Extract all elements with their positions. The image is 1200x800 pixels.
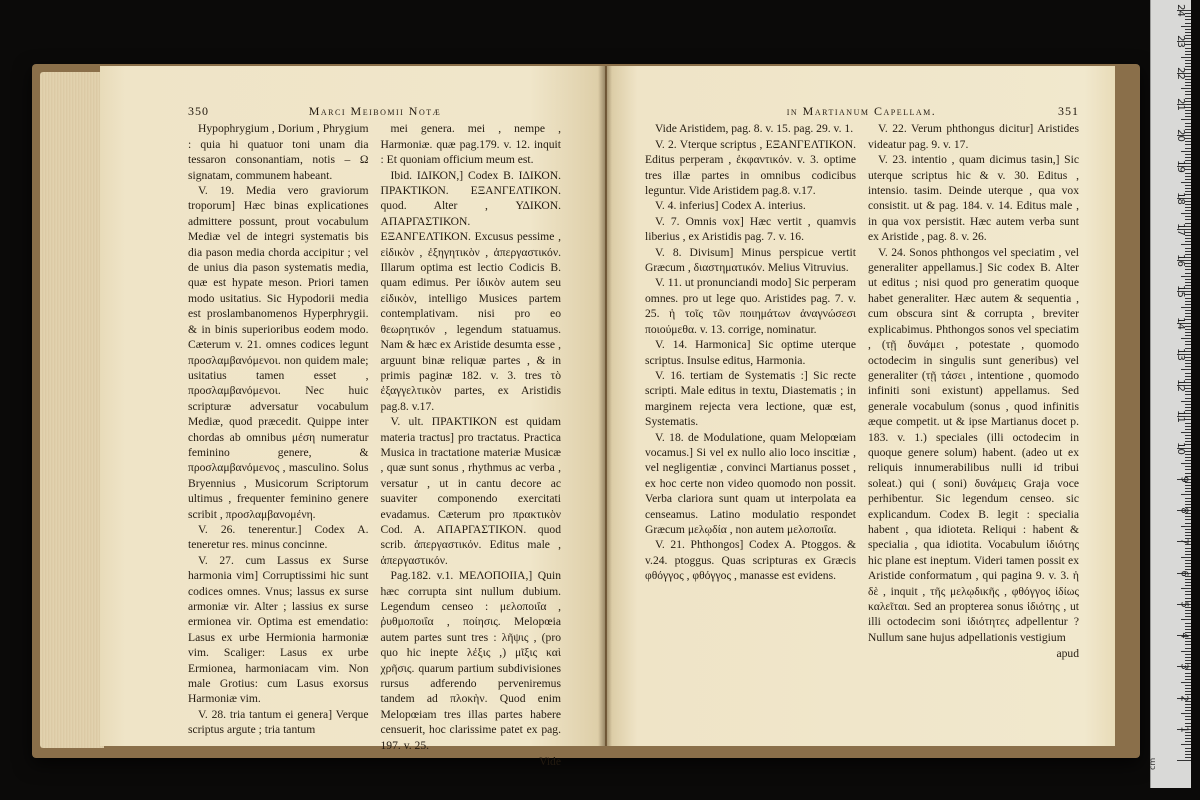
left-page [100,66,605,769]
paragraph: V. 21. Phthongos] Codex A. Ptoggos. & v.24. ptoggus. Quas scripturas ex Græcis φθόγγος , φθόγγος , manasse est evidens. [645,538,856,583]
scale-tick [1185,382,1191,383]
scale-tick [1185,754,1191,755]
scale-tick [1181,338,1191,339]
scale-tick [1185,176,1191,177]
scale-tick [1181,682,1191,683]
scale-tick [1185,426,1191,427]
scale-number: 1 [1178,726,1190,733]
scale-tick [1185,685,1191,686]
scale-tick [1185,379,1191,380]
scale-tick [1185,98,1191,99]
scale-tick [1185,613,1191,614]
scale-tick [1185,254,1191,255]
scale-tick [1185,398,1191,399]
scale-tick [1185,223,1191,224]
scale-tick [1181,651,1191,652]
scale-tick [1185,63,1191,64]
scale-tick [1185,363,1191,364]
scale-tick [1181,432,1191,433]
left-catchword: Vide [539,755,561,769]
scale-tick [1185,707,1191,708]
scale-tick [1185,582,1191,583]
scale-tick [1185,579,1191,580]
paragraph: V. 16. tertiam de Systematis :] Sic recte scripti. Male editus in textu, Diastematis ; in marginem rejecta vera lectione, quæ est, Systematis. [645,368,856,429]
scale-tick [1185,654,1191,655]
right-columns [645,121,1079,661]
scale-number: 24 [1175,4,1187,17]
scale-number: 18 [1175,191,1187,205]
scale-tick [1185,335,1191,336]
scale-tick [1181,182,1191,183]
scale-number: 5 [1178,601,1190,608]
scale-tick [1185,523,1191,524]
scale-tick [1185,723,1191,724]
scale-tick [1185,298,1191,299]
scale-tick [1181,494,1191,495]
scale-tick [1185,188,1191,189]
scale-tick [1185,66,1191,67]
scale-tick [1185,173,1191,174]
scale-tick [1185,160,1191,161]
scale-tick [1185,626,1191,627]
scale-number: 15 [1175,285,1187,299]
scale-tick [1185,85,1191,86]
paragraph: V. 7. Omnis vox] Hæc vertit , quamvis liberius , ex Aristidis pag. 7. v. 16. [645,214,856,244]
scale-tick [1185,376,1191,377]
left-page-header [188,104,561,119]
scale-tick [1185,451,1191,452]
scale-tick [1181,244,1191,245]
scale-tick [1185,563,1191,564]
scale-tick [1185,232,1191,233]
scale-tick [1185,644,1191,645]
scale-tick [1185,648,1191,649]
scale-tick [1185,679,1191,680]
scale-tick [1185,82,1191,83]
scale-tick [1185,719,1191,720]
scale-tick [1185,185,1191,186]
scale-tick [1185,704,1191,705]
scale-tick [1185,673,1191,674]
scale-number: 10 [1175,441,1187,455]
scale-tick [1185,44,1191,45]
scale-tick [1185,207,1191,208]
scale-tick [1185,54,1191,55]
scale-tick [1185,263,1191,264]
scale-tick [1185,251,1191,252]
scale-tick [1185,473,1191,474]
scale-tick [1185,429,1191,430]
scale-tick [1181,88,1191,89]
scale-tick [1185,179,1191,180]
paragraph: V. 14. Harmonica] Sic optime uterque scriptus. Insulse editus, Harmonia. [645,338,856,367]
paragraph: Vide Aristidem, pag. 8. v. 15. pag. 29. v. 1. [655,122,854,136]
scale-tick [1185,598,1191,599]
scale-tick [1185,319,1191,320]
scale-tick [1185,329,1191,330]
scale-tick [1185,326,1191,327]
paragraph: V. 23. intentio , quam dicimus tasin,] Sic uterque scriptus hic & v. 30. Editus , intensio. tasim. Deinde uterque , qua vox consistit. ut & pag. 184. v. 14. Editus male , in qua vox persistit. Hæc autem verba sunt ex Aristide , pag. 8. v. 26. [868,153,1079,244]
paragraph: Pag.182. v.1. ΜΕΛΟΠΟΙΙΑ,] Quin hæc corrupta sint nullum dubium. Legendum censeo : μελοποιΐα , ῥυθμοποιΐα , ποίησις. Melopœia autem partes sunt tres : λῆψις , (pro quo hic inepte λέξις ,) μῖξις καὶ χρῆσις. quarum partium subdivisiones rursus adferendo perveniremus tandem ad πλοκὴν. Quod enim Melopœiam tres illas partes habere censuerit, hoc clarissime patet ex pag. 197. v. 25. [380,569,561,752]
scale-tick [1185,113,1191,114]
book-gutter [598,66,612,746]
scale-tick [1185,144,1191,145]
paragraph: V. 28. tria tantum ei genera] Verque scriptus argute ; tria tantum [188,707,369,737]
scale-tick [1185,154,1191,155]
scale-number: 22 [1175,66,1187,80]
paragraph: V. 2. Vterque scriptus , ΕΞΑΝΓΕΛΤΙΚΟΝ. Editus perperam , ἐκφαντικόν. v. 3. optime tres illæ partes in omnibus codicibus leguntur. Vide Aristidem pag.8. v.17. [645,137,856,198]
left-columns [188,121,561,769]
scale-tick [1185,660,1191,661]
right-page [607,66,1115,746]
scale-unit-label: cm [1148,757,1157,770]
scale-tick [1185,676,1191,677]
scale-tick [1185,519,1191,520]
scale-tick [1185,313,1191,314]
scale-tick [1185,191,1191,192]
scale-tick [1185,157,1191,158]
scale-tick [1185,560,1191,561]
scale-tick [1185,610,1191,611]
scale-tick [1181,276,1191,277]
right-page-number: 351 [1058,104,1079,118]
measurement-scale [1150,0,1191,788]
right-page-header [645,104,1079,119]
right-column-1 [645,121,856,661]
scale-tick [1185,366,1191,367]
left-page-number: 350 [188,104,209,118]
scale-tick [1185,35,1191,36]
scale-tick [1185,591,1191,592]
left-running-title: Marci Meibomii Notæ [308,104,442,118]
scale-tick [1185,623,1191,624]
scale-tick [1185,141,1191,142]
scale-tick [1185,357,1191,358]
scale-tick [1181,151,1191,152]
scale-tick [1181,401,1191,402]
scale-tick [1185,469,1191,470]
scale-tick [1185,419,1191,420]
scale-tick [1185,60,1191,61]
paragraph: V. 11. ut pronunciandi modo] Sic perperam omnes. pro ut lege quo. Aristides pag. 7. v. 25. ἡ τοῖς τῶν ποιημάτων ἀναγνώσεσι ποιούμεθα. v. 13. corrige, nominatur. [645,276,856,336]
scale-number: 16 [1175,254,1187,267]
scale-tick [1185,282,1191,283]
scale-tick [1185,48,1191,49]
scale-tick [1185,288,1191,289]
scale-tick [1185,438,1191,439]
scale-tick [1185,566,1191,567]
scale-tick [1185,226,1191,227]
right-catchword: apud [1056,647,1079,661]
scale-tick [1181,557,1191,558]
scale-tick [1185,79,1191,80]
scale-number: 14 [1175,316,1187,330]
paragraph: V. 27. cum Lassus ex Surse harmonia vim] Corruptissimi hic sunt codices omnes. Vnus; lassus ex surse armoniæ vir. Alter ; lassius ex surse ermionea vir. Optima est emendatio: Lasus ex urbe Hermionia harmoniæ vim. Scaliger: Lasus ex urbe Ermionea, harmoniacam vim. Non male Grotius: cum Lasus exorsus Harmoniæ vim. [188,553,369,706]
scale-tick [1185,238,1191,239]
left-column-2 [381,121,562,769]
scale-tick [1185,551,1191,552]
scale-tick [1185,532,1191,533]
scale-tick [1185,235,1191,236]
paragraph: Hypophrygium , Dorium , Phrygium : quia hi quatuor toni unam dia tessaron consonantiam, notis – Ω signatam, communem habeant. [188,122,369,182]
scale-tick [1185,248,1191,249]
scale-tick [1185,32,1191,33]
scale-number: 2 [1178,694,1190,702]
scale-tick [1185,69,1191,70]
scale-tick [1185,516,1191,517]
scale-tick [1185,341,1191,342]
page-edges [40,72,104,748]
scale-tick [1185,548,1191,549]
scale-number: 17 [1175,222,1187,236]
scale-tick [1185,126,1191,127]
scale-tick [1185,394,1191,395]
scale-tick [1185,91,1191,92]
scale-number: 13 [1175,347,1187,361]
scale-tick [1185,123,1191,124]
left-column-1 [188,121,369,769]
scale-tick [1185,407,1191,408]
paragraph: V. ult. ΠΡΑΚΤΙΚΟΝ est quidam materia tractus] pro tractatus. Practica Musica in tractatione materiæ Musicæ , quæ sunt sonus , rhythmus ac verba , versatur , ut in cantu decore ac suaviter componendo exercitati evadamus. Cæterum pro πρακτικὸν Cod. A. ΑΠΑΡΓΑΣΤΙΚΟΝ. quod scrib. ἀπεργαστικόν. Editus male , ἀπεργαστικόν. [380,415,561,567]
scale-tick [1185,16,1191,17]
scale-tick [1181,744,1191,745]
paragraph: V. 18. de Modulatione, quam Melopœiam vocamus.] Si vel ex nullo alio loco inscitiæ , vel negligentiæ , convinci Martianus posset , ex hoc certe non video quomodo non possit. Verba clariora sunt quam ut interpolata ea censeamus. Latino modulatio respondet Græcum μελῳδία , non autem μελοποιΐα. [645,430,856,536]
scale-tick [1181,26,1191,27]
scale-tick [1185,498,1191,499]
scale-tick [1185,466,1191,467]
scale-number: 11 [1175,410,1187,424]
scale-tick [1185,529,1191,530]
scale-tick [1185,735,1191,736]
scale-tick [1185,94,1191,95]
scale-tick [1185,585,1191,586]
scale-tick [1185,504,1191,505]
scale-tick [1185,491,1191,492]
scale-tick [1185,641,1191,642]
scale-tick [1185,688,1191,689]
scale-tick [1185,410,1191,411]
paragraph: V. 19. Media vero graviorum troporum] Hæc binas explicationes admittere possunt, prout vocabulum Mediæ vel de integri systematis bis dia pason media chorda accipitur ; vel de unius dia pason systematis media, quæ est hypate meson. Priori tamen modo usitatius. Sic Hypodorii media est proslambanomenos Hyperphrygii. & in binis superioribus eodem modo. Cæterum v. 21. omnes codices legunt προσλαμβανόμενοι. non quidem male; usitatius tamen esset , προσλαμβανόμενοι. Nec huic scripturæ adversatur vocabulum Mediæ, quod præcedit. Quippe inter chordas ab omnibus μέση numeratur feminino genere, & προσλαμβανόμενος , masculino. Solus Bryennius , Musicorum Scriptorum ultimus , frequenter feminino genere scribit , προσλαμβανομένη. [188,184,369,521]
scale-tick [1185,138,1191,139]
scale-tick [1185,594,1191,595]
scale-tick [1185,391,1191,392]
scale-tick [1185,76,1191,77]
scale-number: 8 [1178,507,1190,514]
right-column-2 [868,121,1079,661]
scale-tick [1185,554,1191,555]
scale-tick [1185,757,1191,758]
scale-tick [1185,616,1191,617]
scale-tick [1185,241,1191,242]
scale-tick [1185,488,1191,489]
scale-tick [1181,619,1191,620]
paragraph: V. 24. Sonos phthongos vel speciatim , vel generaliter appellamus.] Sic codex B. Alter ut editus ; nisi quod pro generatim quoque habet generaliter. Hæc autem & sequentia , cum obscura sint & corrupta , breviter explicabimus. Phthongos sonos vel speciatim , (τῇ δυνάμει , potestate , quomodo octodecim in singulis sunt generibus) vel generaliter (τῇ τάσει , intentione , quomodo infiniti soni existunt) appellamus. Sed generale vocabulum (sonus , quod infinitis æque competit. ut & ipse Martianus docet p. 183. v. 1.) speciales (illi octodecim in quoque genere solum) habent. (adeo ut ex reliquis innumerabilibus nulli id tribui soleat.) qui ( soni) δυνάμεις Graja voce perhibentur. Sic legendum censeo. sic explicandum. Codex B. legit : specialia habent , qua idioteta. Reliqui : habent & specialia , qua idiotita. Vocabulum ἰδιότης hic plane est ineptum. Videri tamen possit ex Aristide conformatum , qui pagina 9. v. 3. ἡ δὲ , inquit , τῆς μελῳδικῆς , φθόγγος ἰδίως καλεῖται. Sed an propterea sonus ἰδιότης , ut illi octodecim soni ἰδιότητες adpellentur ? Nullum sane hujus adpellationis vestigium [868,245,1079,644]
scale-tick [1185,148,1191,149]
scale-tick [1185,216,1191,217]
scale-tick [1185,444,1191,445]
scale-tick [1185,194,1191,195]
scale-tick [1185,304,1191,305]
scale-tick [1185,210,1191,211]
paragraph: V. 8. Divisum] Minus perspicue vertit Græcum , διαστηματικόν. Melius Vitruvius. [645,245,856,275]
scale-tick [1185,629,1191,630]
scale-tick [1185,110,1191,111]
scale-tick [1185,285,1191,286]
scale-tick [1185,294,1191,295]
scale-tick [1185,316,1191,317]
scale-tick [1185,116,1191,117]
scale-tick [1185,657,1191,658]
scale-tick [1185,360,1191,361]
scale-number: 21 [1175,97,1187,111]
scale-tick [1185,301,1191,302]
scale-tick [1185,351,1191,352]
scale-number: 6 [1178,569,1190,577]
scale-tick [1185,716,1191,717]
scale-number: 4 [1178,632,1190,639]
scale-tick [1185,373,1191,374]
scale-tick [1185,310,1191,311]
scale-tick [1185,344,1191,345]
scale-number: 9 [1178,476,1190,483]
scale-tick [1185,435,1191,436]
scale-tick [1185,201,1191,202]
scale-tick [1181,213,1191,214]
scale-tick [1185,457,1191,458]
scale-tick [1185,29,1191,30]
scale-tick [1181,57,1191,58]
scale-tick [1185,751,1191,752]
right-running-title: in Martianum Capellam. [786,104,937,118]
scale-tick [1185,269,1191,270]
scale-tick [1185,204,1191,205]
scale-tick [1185,132,1191,133]
scale-tick [1185,219,1191,220]
scale-number: 7 [1178,538,1190,545]
scale-tick [1185,107,1191,108]
scale-tick [1185,257,1191,258]
scale-tick [1185,748,1191,749]
scale-tick [1185,266,1191,267]
scale-tick [1181,526,1191,527]
scale-tick [1185,332,1191,333]
scale-number: 23 [1175,35,1187,49]
scale-tick [1181,713,1191,714]
scale-tick [1185,129,1191,130]
scale-tick [1185,169,1191,170]
paragraph: Ibid. ΙΔΙΚΟΝ,] Codex B. ΙΔΙΚΟΝ. ΠΡΑΚΤΙΚΟΝ. ΕΞΑΝΓΕΛΤΙΚΟΝ. quod. Alter , ΥΔΙΚΟΝ. ΑΠΑΡΓΑΣΤΙΚΟΝ. ΕΞΑΝΓΕΛΤΙΚΟΝ. Excusus pessime , εἰδικὸν , ἐξηγητικὸν , ἀπεργαστικόν. Illarum optima est lectio Codicis B. quam edimus. Per ἰδικὸν autem seu εἰδικὸν, intelligo Musices partem contemplativam. nisi pro eo θεωρητικόν , legendum statuamus. Nam & hæc ex Aristide desumta esse , arguunt binæ reliquæ partes , & in primis paginæ 182. v. 3. tres τὸ ἐξαγγελτικὸν partes, ex Aristidis pag.8. v.17. [380,168,561,413]
scale-number: 3 [1178,663,1190,670]
scale-tick [1185,404,1191,405]
scale-tick [1185,413,1191,414]
scale-tick [1185,19,1191,20]
scale-tick [1181,307,1191,308]
scale-tick [1185,738,1191,739]
scale-tick [1185,485,1191,486]
scale-number: 20 [1175,129,1187,142]
scale-tick [1185,535,1191,536]
scale-tick [1177,760,1191,761]
paragraph: V. 26. tenerentur.] Codex A. teneretur res. minus concinne. [188,522,369,552]
scale-number: 19 [1175,160,1187,174]
scale-tick [1185,101,1191,102]
scale-tick [1185,710,1191,711]
scale-tick [1185,691,1191,692]
scale-tick [1185,441,1191,442]
scale-tick [1181,119,1191,120]
scale-tick [1185,38,1191,39]
paragraph: V. 22. Verum phthongus dicitur] Aristides videatur pag. 9. v. 17. [868,122,1079,151]
scale-tick [1181,369,1191,370]
scale-tick [1185,423,1191,424]
scale-tick [1181,588,1191,589]
scale-tick [1181,463,1191,464]
scale-tick [1185,23,1191,24]
scale-tick [1185,454,1191,455]
scale-tick [1185,501,1191,502]
paragraph: V. 4. inferius] Codex A. interius. [655,199,806,213]
scale-tick [1185,13,1191,14]
scale-tick [1185,273,1191,274]
scale-tick [1185,388,1191,389]
scale-tick [1185,348,1191,349]
scale-tick [1185,163,1191,164]
scale-tick [1185,460,1191,461]
scale-number: 12 [1175,379,1187,392]
paragraph: mei genera. mei , nempe , Harmoniæ. quæ pag.179. v. 12. inquit : Et quoniam officium meum est. [380,122,561,167]
scale-tick [1185,279,1191,280]
scale-tick [1185,51,1191,52]
scale-tick [1185,741,1191,742]
